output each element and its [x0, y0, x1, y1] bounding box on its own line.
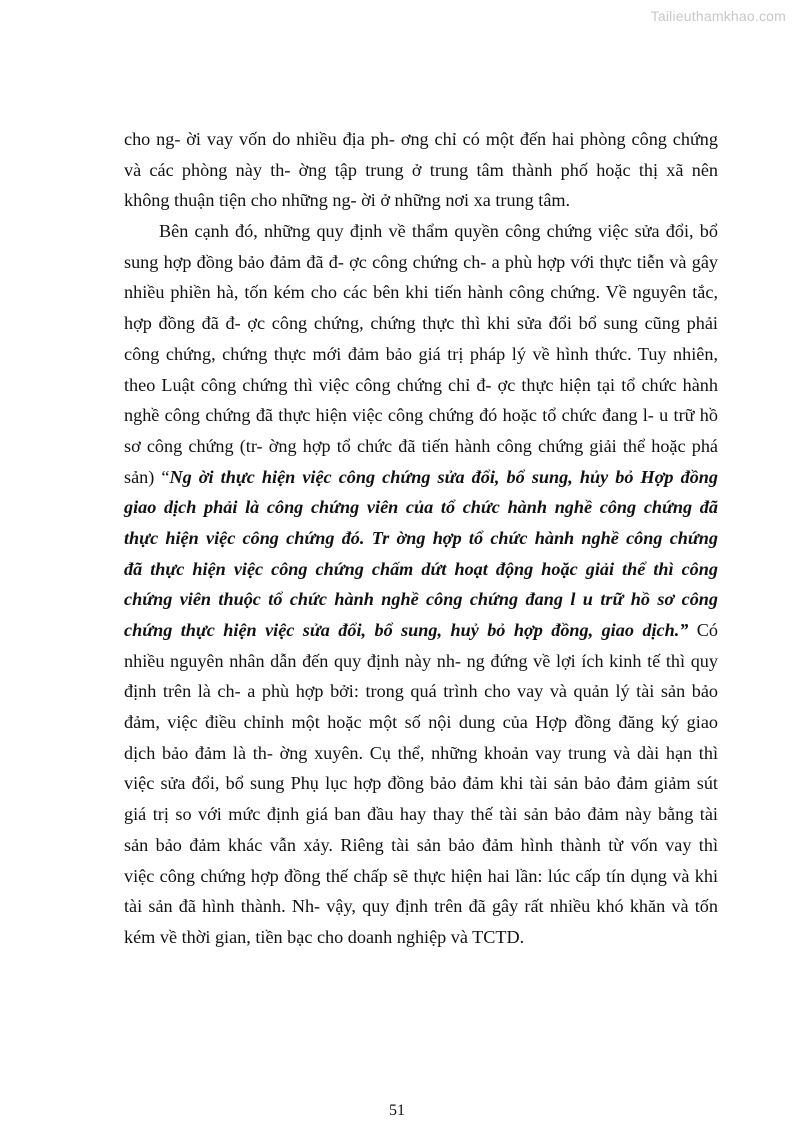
- text-line: công chứng, chứng thực mới đảm bảo giá trị pháp lý về hình thức. Tuy nhiên,: [124, 343, 718, 364]
- quote-prefix: sản) “: [124, 466, 170, 487]
- text-line: hợp đồng đã đ- ợc công chứng, chứng thực thì khi sửa đổi bổ sung cũng phải: [124, 313, 718, 334]
- text-line: kém về thời gian, tiền bạc cho doanh nghiệp và TCTD.: [124, 926, 525, 947]
- text-line: không thuận tiện cho những ng- ời ở những nơi xa trung tâm.: [124, 190, 571, 211]
- quote-text: chứng thực hiện việc sửa đổi, bổ sung, huỷ bỏ hợp đồng, giao dịch.”: [124, 620, 689, 640]
- page-number: 51: [389, 1102, 405, 1119]
- text-line: tài sản đã hình thành. Nh- vậy, quy định trên đã gây rất nhiều khó khăn và tốn: [124, 896, 718, 917]
- paragraph-start-line: Bên cạnh đó, những quy định về thẩm quyền công chứng việc sửa đổi, bổ: [159, 221, 718, 242]
- quote-line: giao dịch phải là công chứng viên của tổ chức hành nghề công chứng đã: [124, 497, 718, 518]
- text-line: việc sửa đổi, bổ sung Phụ lục hợp đồng bảo đảm khi tài sản bảo đảm giảm sút: [124, 773, 718, 794]
- text-line: định trên là ch- a phù hợp bởi: trong quá trình cho vay và quản lý tài sản bảo: [124, 681, 718, 702]
- text-line: nhiều phiền hà, tốn kém cho các bên khi tiến hành công chứng. Về nguyên tắc,: [124, 282, 718, 303]
- text-line: giá trị so với mức định giá ban đầu hay thay thế tài sản bảo đảm này bằng tài: [124, 804, 718, 825]
- text-line: sung hợp đồng bảo đảm đã đ- ợc công chứng ch- a phù hợp với thực tiễn và gây: [124, 251, 718, 272]
- text-line: đảm, việc điều chỉnh một hoặc một số nội dung của Hợp đồng đăng ký giao: [124, 712, 718, 733]
- text-line: nghề công chứng đã thực hiện việc công chứng đó hoặc tổ chức đang l- u trữ hồ: [124, 405, 718, 426]
- text-line: và các phòng này th- ờng tập trung ở trung tâm thành phố hoặc thị xã nên: [124, 159, 718, 180]
- text-line: theo Luật công chứng thì việc công chứng chỉ đ- ợc thực hiện tại tổ chức hành: [124, 374, 718, 395]
- quote-line: thực hiện việc công chứng đó. Tr ờng hợp tổ chức hành nghề công chứng: [124, 527, 718, 548]
- document-body: [124, 124, 718, 953]
- text-line: sản bảo đảm khác vẫn xảy. Riêng tài sản bảo đảm hình thành từ vốn vay thì: [124, 834, 718, 855]
- quote-start-line: [124, 462, 718, 493]
- quote-end-line: [124, 615, 718, 646]
- text-line: cho ng- ời vay vốn do nhiều địa ph- ơng chỉ có một đến hai phòng công chứng: [124, 129, 718, 149]
- text-line: việc công chứng hợp đồng thế chấp sẽ thực hiện hai lần: lúc cấp tín dụng và khi: [124, 865, 718, 886]
- quote-suffix: Có: [688, 620, 718, 640]
- quote-line: đã thực hiện việc công chứng chấm dứt hoạt động hoặc giải thể thì công: [124, 558, 718, 579]
- text-line: nhiều nguyên nhân dẫn đến quy định này nh- ng đứng về lợi ích kinh tế thì quy: [124, 650, 718, 671]
- quote-text: Ng ời thực hiện việc công chứng sửa đổi, bổ sung, hủy bỏ Hợp đồng: [169, 466, 719, 487]
- watermark: Tailieuthamkhao.com: [650, 8, 786, 24]
- text-line: sơ công chứng (tr- ờng hợp tổ chức đã tiến hành công chứng giải thể hoặc phá: [124, 435, 718, 456]
- text-line: dịch bảo đảm là th- ờng xuyên. Cụ thể, những khoản vay trung và dài hạn thì: [124, 742, 718, 763]
- quote-line: chứng viên thuộc tổ chức hành nghề công chứng đang l u trữ hồ sơ công: [124, 589, 718, 610]
